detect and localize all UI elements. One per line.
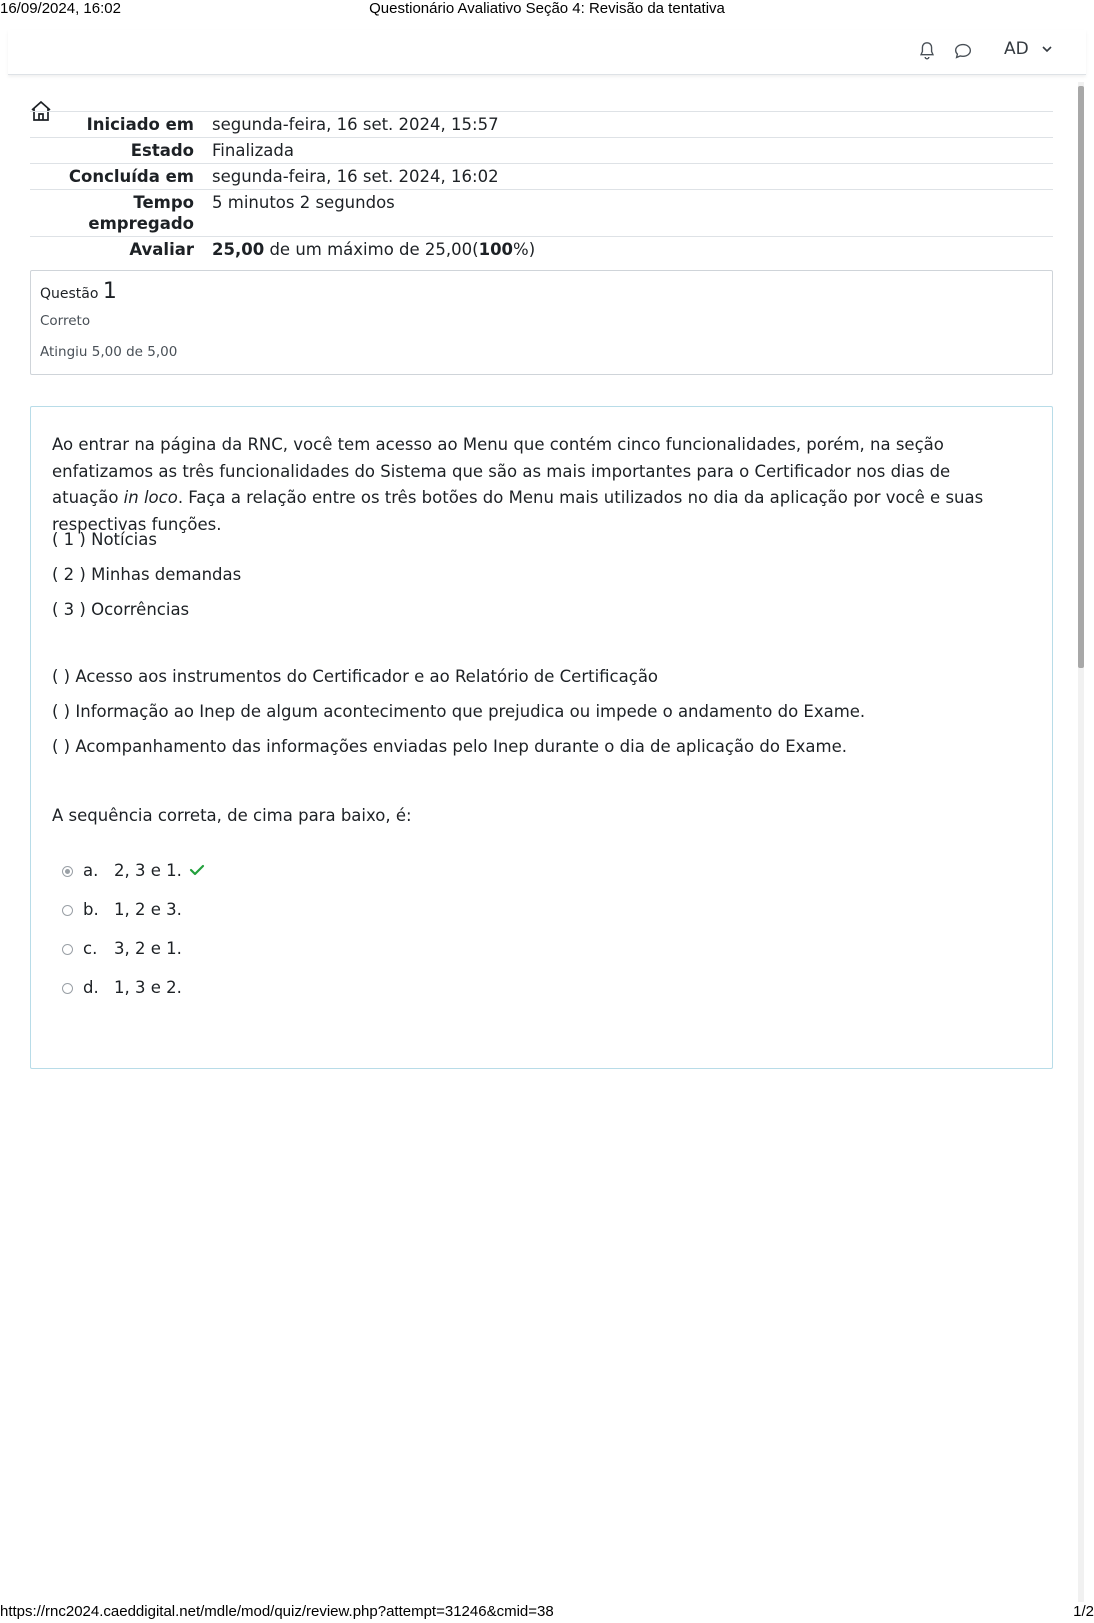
menu-item-1: ( 1 ) Notícias bbox=[52, 530, 157, 549]
print-page-number: 1/2 bbox=[1073, 1603, 1094, 1620]
started-label: Iniciado em bbox=[86, 115, 194, 134]
question-text-part-2: . Faça a relação entre os três botões do Menu mais utilizados no dia da aplicação por você e suas respectivas funções. bbox=[52, 488, 984, 534]
statement-3: ( ) Acompanhamento das informações enviadas pelo Inep durante o dia de aplicação do Exame. bbox=[52, 737, 847, 756]
grade-value bbox=[212, 237, 1053, 263]
bell-icon[interactable] bbox=[916, 40, 938, 62]
print-header bbox=[0, 0, 1094, 18]
completed-label: Concluída em bbox=[68, 167, 194, 186]
answer-text-a: 2, 3 e 1. bbox=[114, 861, 182, 880]
question-text bbox=[52, 432, 1012, 538]
summary-row-completed bbox=[30, 164, 1053, 190]
time-label bbox=[30, 190, 212, 237]
chevron-down-icon[interactable] bbox=[1041, 43, 1053, 55]
state-label: Estado bbox=[130, 141, 194, 160]
question-number bbox=[40, 279, 117, 304]
grade-percent: 100 bbox=[478, 240, 514, 259]
answer-radio-d[interactable] bbox=[62, 983, 73, 994]
correct-check-icon bbox=[188, 862, 206, 880]
time-label-line-2: empregado bbox=[88, 214, 194, 233]
statement-2: ( ) Informação ao Inep de algum acontecimento que prejudica ou impede o andamento do Exame. bbox=[52, 702, 866, 721]
question-label: Questão bbox=[40, 286, 99, 302]
top-navbar bbox=[8, 30, 1086, 75]
grade-suffix: %) bbox=[513, 240, 536, 259]
answer-radio-b[interactable] bbox=[62, 905, 73, 916]
grade-text: de um máximo de 25,00( bbox=[269, 240, 479, 259]
question-text-part-1: Ao entrar na página da RNC, você tem acesso ao Menu que contém cinco funcionalidades, porém, na seção enfatizamos as três funcionalidades do Sistema que são as mais importantes para o Certificador nos dias de atuação bbox=[52, 435, 951, 507]
print-title: Questionário Avaliativo Seção 4: Revisão da tentativa bbox=[369, 0, 725, 17]
answer-option-c[interactable] bbox=[62, 938, 182, 960]
completed-value: segunda-feira, 16 set. 2024, 16:02 bbox=[212, 167, 499, 186]
answer-text-d: 1, 3 e 2. bbox=[114, 978, 182, 997]
summary-row-started bbox=[30, 112, 1053, 138]
question-number-value: 1 bbox=[102, 279, 117, 304]
user-menu[interactable] bbox=[1004, 39, 1053, 59]
answer-letter-b: b. bbox=[83, 900, 99, 919]
summary-row-time bbox=[30, 190, 1053, 237]
question-mark: Atingiu 5,00 de 5,00 bbox=[40, 344, 178, 360]
answer-option-a[interactable] bbox=[62, 860, 206, 882]
print-footer bbox=[0, 1603, 1094, 1623]
answer-prompt: A sequência correta, de cima para baixo, é: bbox=[52, 806, 412, 825]
chat-icon[interactable] bbox=[952, 40, 974, 62]
answer-option-b[interactable] bbox=[62, 899, 182, 921]
time-value: 5 minutos 2 segundos bbox=[212, 193, 395, 212]
started-value: segunda-feira, 16 set. 2024, 15:57 bbox=[212, 115, 499, 134]
print-url: https://rnc2024.caeddigital.net/mdle/mod/quiz/review.php?attempt=31246&cmid=38 bbox=[0, 1603, 554, 1620]
answer-radio-c[interactable] bbox=[62, 944, 73, 955]
grade-label: Avaliar bbox=[129, 240, 194, 259]
answer-letter-c: c. bbox=[83, 939, 98, 958]
answer-radio-a[interactable] bbox=[62, 866, 73, 877]
question-state: Correto bbox=[40, 313, 91, 329]
user-initials[interactable]: AD bbox=[1004, 39, 1029, 59]
answer-text-c: 3, 2 e 1. bbox=[114, 939, 182, 958]
scrollbar-thumb[interactable] bbox=[1078, 86, 1084, 668]
answer-letter-d: d. bbox=[83, 978, 99, 997]
menu-item-3: ( 3 ) Ocorrências bbox=[52, 600, 190, 619]
question-formulation bbox=[30, 406, 1053, 1069]
time-label-line-1: Tempo bbox=[133, 193, 194, 212]
print-datetime: 16/09/2024, 16:02 bbox=[0, 0, 121, 17]
question-info-box bbox=[30, 270, 1053, 375]
answer-text-b: 1, 2 e 3. bbox=[114, 900, 182, 919]
answer-option-d[interactable] bbox=[62, 977, 182, 999]
menu-item-2: ( 2 ) Minhas demandas bbox=[52, 565, 242, 584]
statement-1: ( ) Acesso aos instrumentos do Certificador e ao Relatório de Certificação bbox=[52, 667, 659, 686]
summary-row-state bbox=[30, 138, 1053, 164]
attempt-summary-table bbox=[30, 111, 1053, 262]
question-text-italic: in loco bbox=[123, 488, 178, 507]
summary-row-grade bbox=[30, 237, 1053, 263]
grade-score: 25,00 bbox=[212, 240, 265, 259]
state-value: Finalizada bbox=[212, 141, 294, 160]
answer-letter-a: a. bbox=[83, 861, 99, 880]
